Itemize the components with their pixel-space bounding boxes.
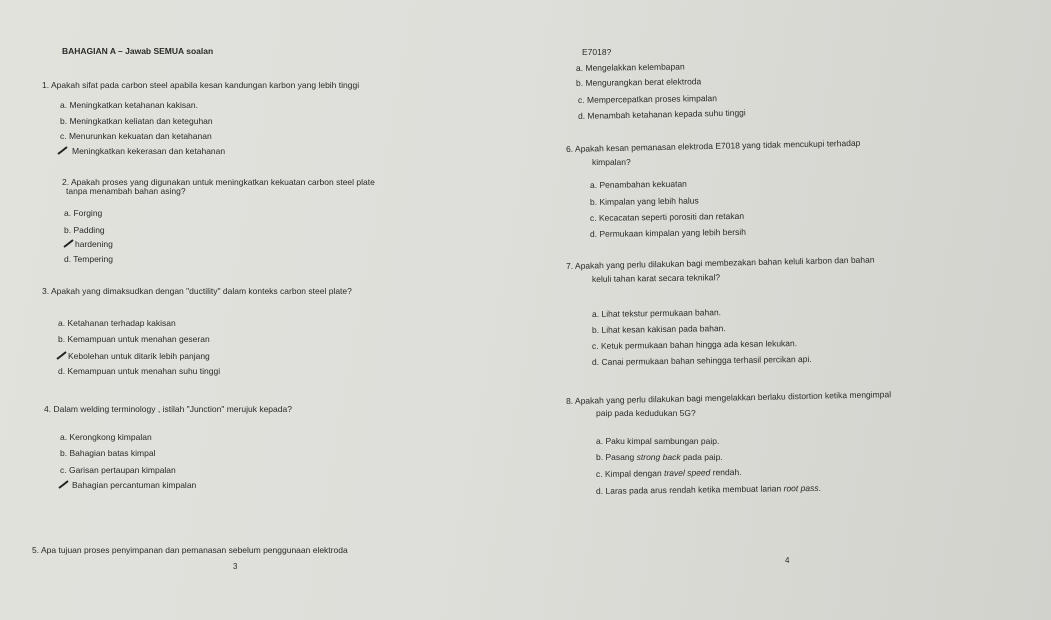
q8-option-d: d. Laras pada arus rendah ketika membuat larian root pass. [595,482,821,496]
q1-option-d: Meningkatkan kekerasan dan ketahanan [72,146,226,156]
pen-check-mark-icon [57,146,68,156]
q1-option-c: c. Menurunkan kekuatan dan ketahanan [60,131,212,141]
q1-option-a: a. Meningkatkan ketahanan kakisan. [60,100,198,110]
q8-option-b: b. Pasang strong back pada paip. [596,452,723,462]
q3-option-a: a. Ketahanan terhadap kakisan [58,318,176,328]
q3-option-b: b. Kemampuan untuk menahan geseran [58,334,210,344]
page-number-right: 4 [785,556,790,565]
section-title: BAHAGIAN A – Jawab SEMUA soalan [62,46,214,56]
q2-option-c: hardening [75,239,113,249]
q7-option-b: b. Lihat kesan kakisan pada bahan. [591,323,726,335]
q6-option-d: d. Permukaan kimpalan yang lebih bersih [589,226,746,239]
q6-question: 6. Apakah kesan pemanasan elektroda E7018 yang tidak mencukupi terhadap [565,137,861,154]
q8-question-cont: paip pada kedudukan 5G? [596,408,696,418]
q4-option-c: c. Garisan pertaupan kimpalan [60,465,176,475]
q7-option-c: c. Ketuk permukaan bahan hingga ada kesan lekukan. [591,338,798,351]
q7-question: 7. Apakah yang perlu dilakukan bagi membezakan bahan keluli karbon dan bahan [565,254,875,271]
q3-option-d: d. Kemampuan untuk menahan suhu tinggi [58,366,221,376]
electrode-code: E7018? [582,47,612,57]
pen-check-mark-icon [58,480,69,490]
q7-question-cont: keluli tahan karat secara teknikal? [591,272,721,284]
q1-option-b: b. Meningkatkan keliatan dan keteguhan [60,116,213,126]
pen-check-mark-icon [56,351,67,361]
q6-option-c: c. Kecacatan seperti porositi dan retakan [589,210,745,223]
q1-question: 1. Apakah sifat pada carbon steel apabila kesan kandungan karbon yang lebih tinggi [42,80,360,90]
pen-check-mark-icon [63,239,74,249]
q0-option-b: b. Mengurangkan berat elektroda [575,76,702,88]
q8-question: 8. Apakah yang perlu dilakukan bagi mengelakkan berlaku distortion ketika mengimpal [565,389,892,406]
q4-option-a: a. Kerongkong kimpalan [60,432,152,442]
q4-option-b: b. Bahagian batas kimpal [60,448,156,458]
q6-question-cont: kimpalan? [592,157,631,167]
q5-question: 5. Apa tujuan proses penyimpanan dan pemanasan sebelum penggunaan elektroda [32,545,348,555]
q2-option-b: b. Padding [64,225,105,235]
q4-option-d: Bahagian percantuman kimpalan [72,480,197,490]
q3-option-c: Kebolehan untuk ditarik lebih panjang [68,351,210,361]
q2-option-d: d. Tempering [64,254,113,264]
page-number-left: 3 [233,562,238,571]
q8-option-c: c. Kimpal dengan travel speed rendah. [595,466,742,479]
q6-option-a: a. Penambahan kekuatan [589,178,687,190]
q8-option-a: a. Paku kimpal sambungan paip. [596,436,720,446]
q4-question: 4. Dalam welding terminology , istilah "Junction" merujuk kepada? [44,404,292,414]
q7-option-d: d. Canai permukaan bahan sehingga terhasil percikan api. [591,353,812,367]
q0-option-a: a. Mengelakkan kelembapan [575,61,685,73]
q0-option-c: c. Mempercepatkan proses kimpalan [577,93,717,105]
q2-question-cont: tanpa menambah bahan asing? [66,186,186,196]
q3-question: 3. Apakah yang dimaksudkan dengan "ductility" dalam konteks carbon steel plate? [42,286,352,296]
q2-option-a: a. Forging [64,208,103,218]
q0-option-d: d. Menambah ketahanan kepada suhu tinggi [577,107,746,121]
q7-option-a: a. Lihat tekstur permukaan bahan. [591,307,722,319]
q2-question: 2. Apakah proses yang digunakan untuk meningkatkan kekuatan carbon steel plate [62,177,375,187]
q6-option-b: b. Kimpalan yang lebih halus [589,195,699,207]
